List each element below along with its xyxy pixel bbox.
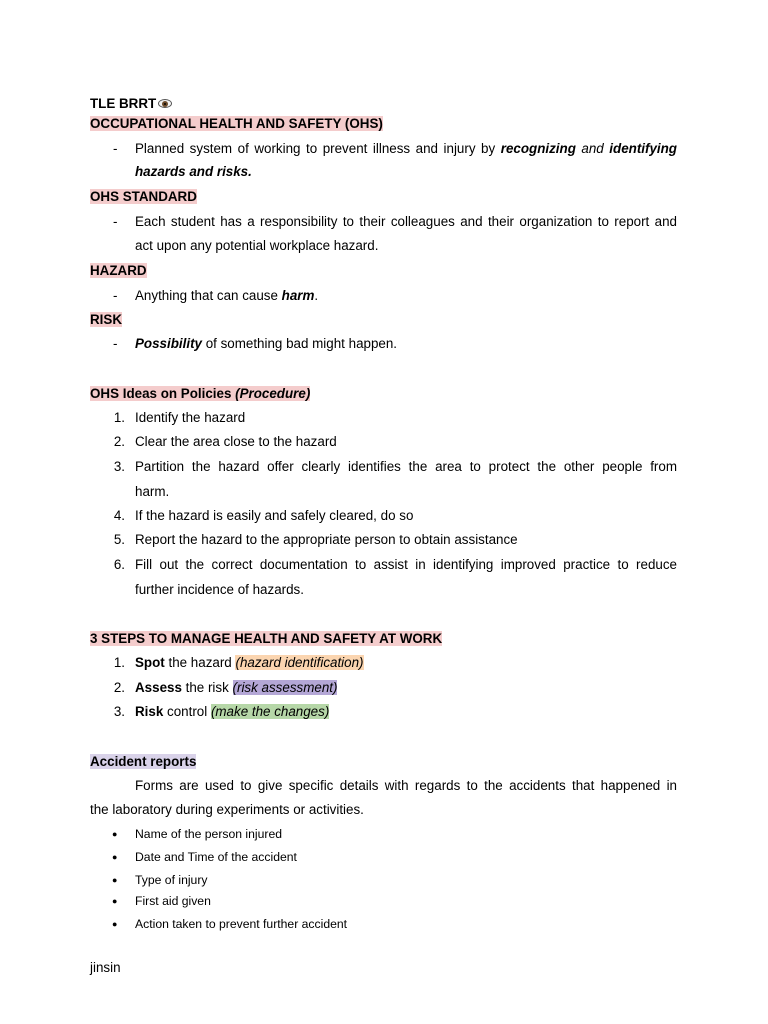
list-item: Name of the person injured xyxy=(135,827,283,841)
list-item: Action taken to prevent further accident xyxy=(135,917,348,931)
bullet-icon: ● xyxy=(112,875,118,885)
policy-item-continued: harm. xyxy=(135,484,170,499)
accident-paragraph-line1: Forms are used to give specific details with regards to the accidents that happened in xyxy=(135,778,677,793)
list-dash: - xyxy=(113,141,118,156)
policy-item: Fill out the correct documentation to assist in identifying improved practice to reduce xyxy=(135,557,677,572)
list-number: 5. xyxy=(113,532,125,547)
step-item: Risk control (make the changes) xyxy=(135,704,330,719)
policy-item: Partition the hazard offer clearly identifies the area to protect the other people from xyxy=(135,459,677,474)
risk-heading: RISK xyxy=(90,312,122,327)
ohs-standard-line2: act upon any potential workplace hazard. xyxy=(135,238,379,253)
policy-item: Clear the area close to the hazard xyxy=(135,434,337,449)
policy-item: Identify the hazard xyxy=(135,410,246,425)
list-number: 2. xyxy=(113,680,125,695)
ohs-definition-line2: hazards and risks. xyxy=(135,164,252,179)
list-number: 3. xyxy=(113,459,125,474)
policies-heading: OHS Ideas on Policies (Procedure) xyxy=(90,386,311,401)
ohs-standard-heading: OHS STANDARD xyxy=(90,189,197,204)
list-item: Type of injury xyxy=(135,873,208,887)
ohs-heading: OCCUPATIONAL HEALTH AND SAFETY (OHS) xyxy=(90,116,383,131)
bullet-icon: ● xyxy=(112,852,118,862)
bullet-icon: ● xyxy=(112,919,118,929)
footer-signature: jinsin xyxy=(90,960,121,975)
policy-item-continued: further incidence of hazards. xyxy=(135,582,304,597)
list-number: 2. xyxy=(113,434,125,449)
list-dash: - xyxy=(113,288,118,303)
step-item: Assess the risk (risk assessment) xyxy=(135,680,338,695)
document-title: TLE BRRT xyxy=(90,96,172,112)
list-number: 3. xyxy=(113,704,125,719)
hazard-definition: Anything that can cause harm. xyxy=(135,288,319,303)
accident-reports-heading: Accident reports xyxy=(90,754,197,769)
risk-definition: Possibility of something bad might happen. xyxy=(135,336,398,351)
list-item: First aid given xyxy=(135,894,211,908)
steps-heading: 3 STEPS TO MANAGE HEALTH AND SAFETY AT WORK xyxy=(90,631,443,646)
list-dash: - xyxy=(113,336,118,351)
list-number: 1. xyxy=(113,410,125,425)
ohs-definition-line1: Planned system of working to prevent illness and injury by recognizing and identifying xyxy=(135,141,677,156)
policy-item: Report the hazard to the appropriate person to obtain assistance xyxy=(135,532,518,547)
list-dash: - xyxy=(113,214,118,229)
eye-icon xyxy=(158,99,172,108)
hazard-heading: HAZARD xyxy=(90,263,147,278)
list-number: 6. xyxy=(113,557,125,572)
ohs-standard-line1: Each student has a responsibility to their colleagues and their organization to report and xyxy=(135,214,677,229)
list-number: 4. xyxy=(113,508,125,523)
policy-item: If the hazard is easily and safely cleared, do so xyxy=(135,508,414,523)
list-item: Date and Time of the accident xyxy=(135,850,297,864)
step-item: Spot the hazard (hazard identification) xyxy=(135,655,364,670)
list-number: 1. xyxy=(113,655,125,670)
bullet-icon: ● xyxy=(112,896,118,906)
accident-paragraph-line2: the laboratory during experiments or activities. xyxy=(90,802,364,817)
bullet-icon: ● xyxy=(112,829,118,839)
